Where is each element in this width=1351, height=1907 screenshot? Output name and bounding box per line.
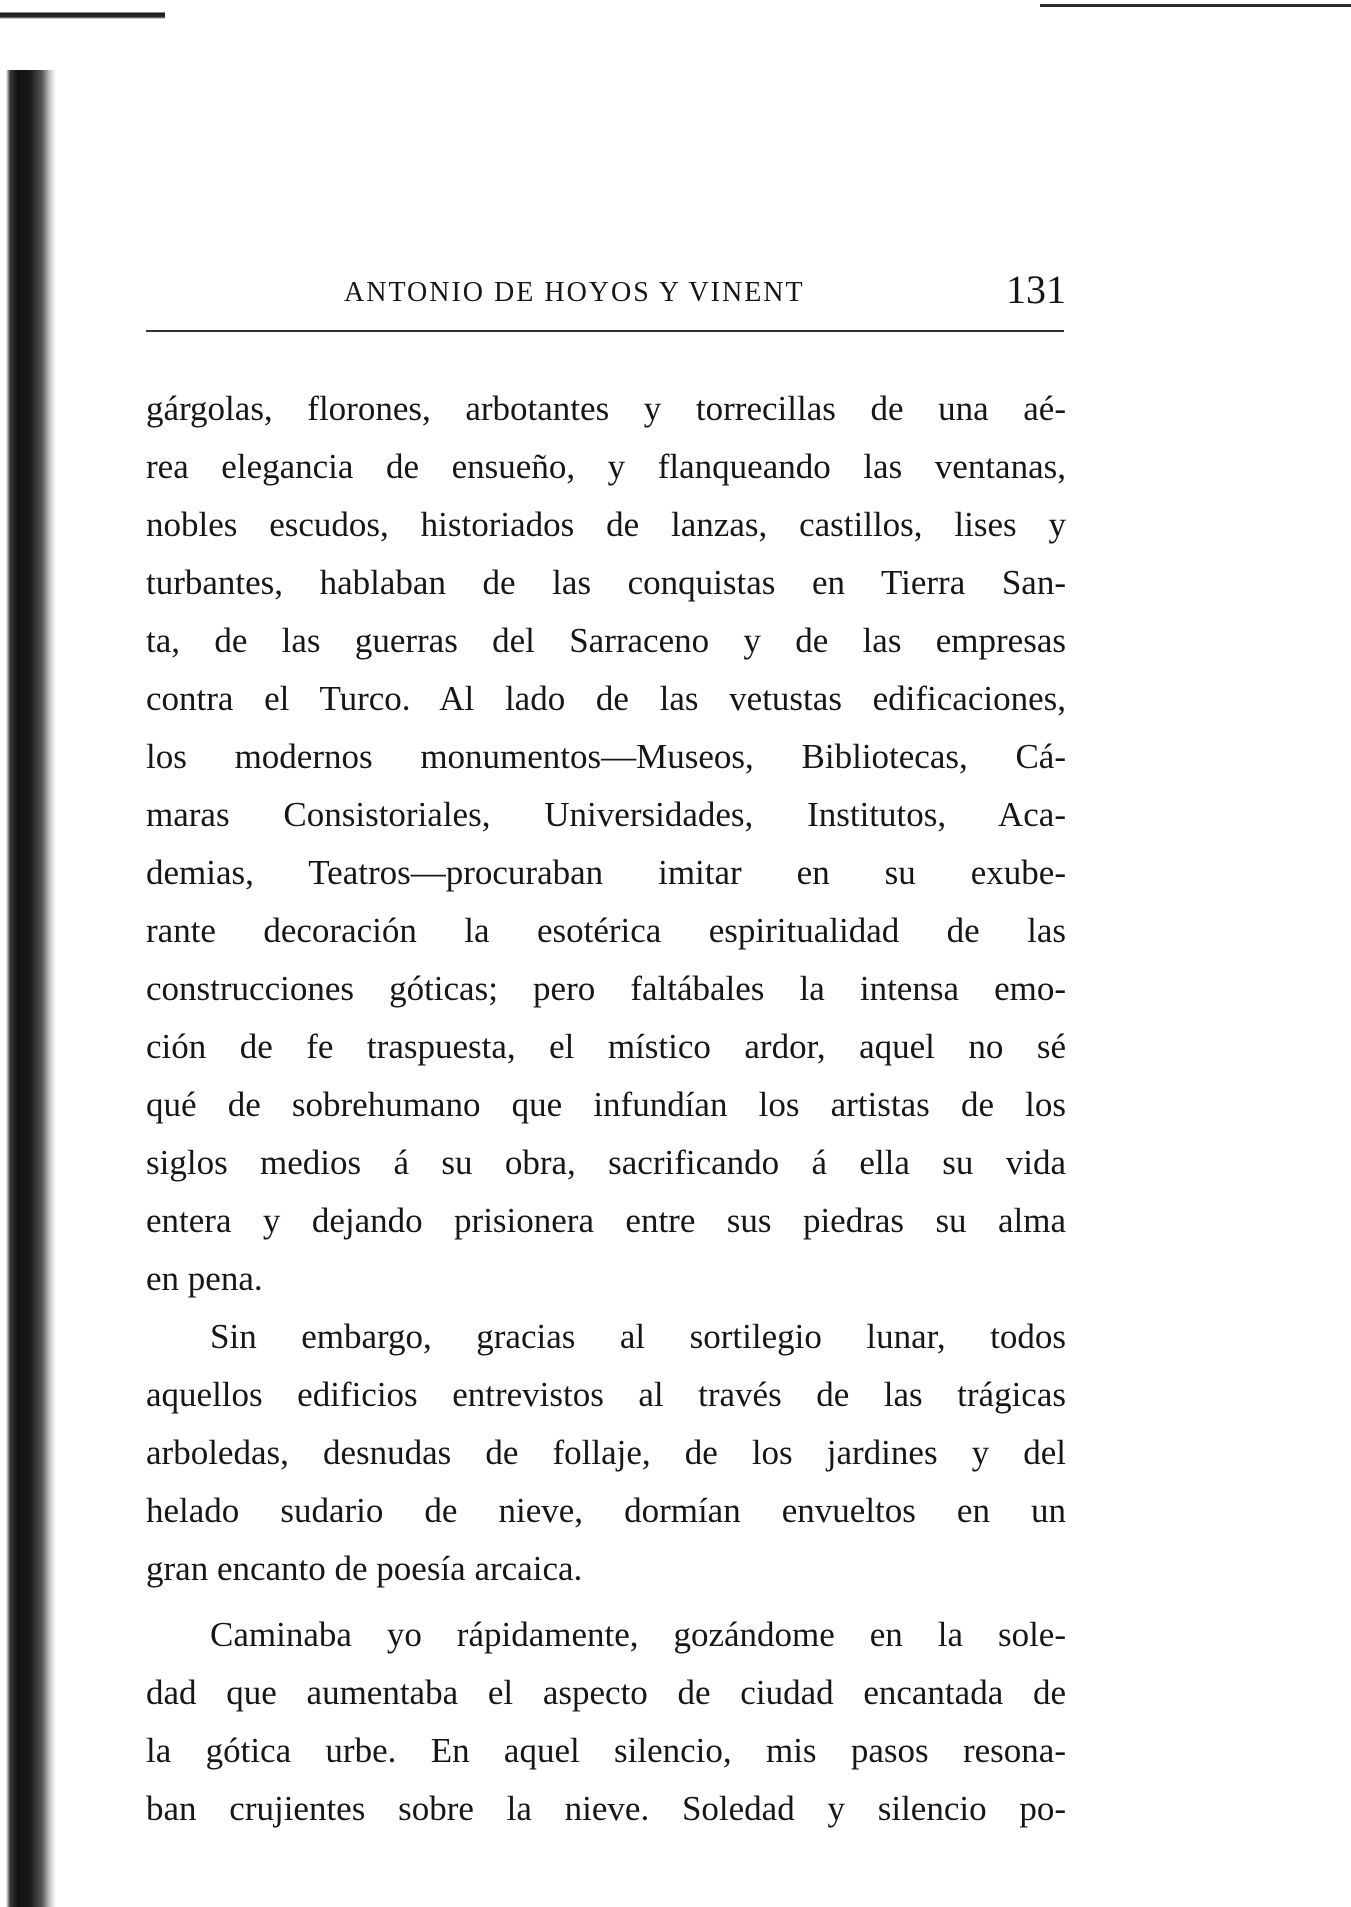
text-line: construcciones góticas; pero faltábales la intensa emo- bbox=[146, 969, 1066, 1008]
text-line: rante decoración la esotérica espiritualidad de las bbox=[146, 911, 1066, 950]
text-line: dad que aumentaba el aspecto de ciudad encantada de bbox=[146, 1673, 1066, 1712]
paragraph-3 bbox=[146, 1606, 1066, 1838]
text-line: ta, de las guerras del Sarraceno y de las empresas bbox=[146, 621, 1066, 660]
text-line: qué de sobrehumano que infundían los artistas de los bbox=[146, 1085, 1066, 1124]
body-text bbox=[146, 380, 1066, 1838]
text-line: siglos medios á su obra, sacrificando á ella su vida bbox=[146, 1143, 1066, 1182]
header-rule bbox=[146, 330, 1064, 332]
running-title: ANTONIO DE HOYOS Y VINENT bbox=[344, 277, 805, 308]
text-line: demias, Teatros—procuraban imitar en su exube- bbox=[146, 853, 1066, 892]
text-line: aquellos edificios entrevistos al través de las trágicas bbox=[146, 1375, 1066, 1414]
paragraph-gap bbox=[146, 1598, 1066, 1606]
paragraph-1 bbox=[146, 380, 1066, 1308]
text-line: los modernos monumentos—Museos, Bibliotecas, Cá- bbox=[146, 737, 1066, 776]
paragraph-2 bbox=[146, 1308, 1066, 1598]
text-line: ción de fe traspuesta, el místico ardor, aquel no sé bbox=[146, 1027, 1066, 1066]
scan-binding-corner bbox=[0, 8, 165, 68]
text-line: nobles escudos, historiados de lanzas, castillos, lises y bbox=[146, 505, 1066, 544]
page-header bbox=[146, 268, 1066, 316]
text-line: en pena. bbox=[146, 1259, 263, 1298]
text-line: Caminaba yo rápidamente, gozándome en la sole- bbox=[210, 1615, 1066, 1654]
text-line: gárgolas, florones, arbotantes y torrecillas de una aé- bbox=[146, 389, 1066, 428]
text-line: turbantes, hablaban de las conquistas en Tierra San- bbox=[146, 563, 1066, 602]
page-number: 131 bbox=[1006, 267, 1066, 312]
text-line: contra el Turco. Al lado de las vetustas edificaciones, bbox=[146, 679, 1066, 718]
text-line: entera y dejando prisionera entre sus piedras su alma bbox=[146, 1201, 1066, 1240]
text-line: maras Consistoriales, Universidades, Institutos, Aca- bbox=[146, 795, 1066, 834]
scan-binding-edge bbox=[0, 70, 56, 1907]
scan-top-edge-mark bbox=[1040, 4, 1351, 7]
text-line: arboledas, desnudas de follaje, de los jardines y del bbox=[146, 1433, 1066, 1472]
text-line: rea elegancia de ensueño, y flanqueando las ventanas, bbox=[146, 447, 1066, 486]
text-line: Sin embargo, gracias al sortilegio lunar, todos bbox=[210, 1317, 1066, 1356]
text-line: ban crujientes sobre la nieve. Soledad y silencio po- bbox=[146, 1789, 1066, 1828]
text-line: helado sudario de nieve, dormían envueltos en un bbox=[146, 1491, 1066, 1530]
text-line: gran encanto de poesía arcaica. bbox=[146, 1549, 583, 1588]
text-line: la gótica urbe. En aquel silencio, mis pasos resona- bbox=[146, 1731, 1066, 1770]
